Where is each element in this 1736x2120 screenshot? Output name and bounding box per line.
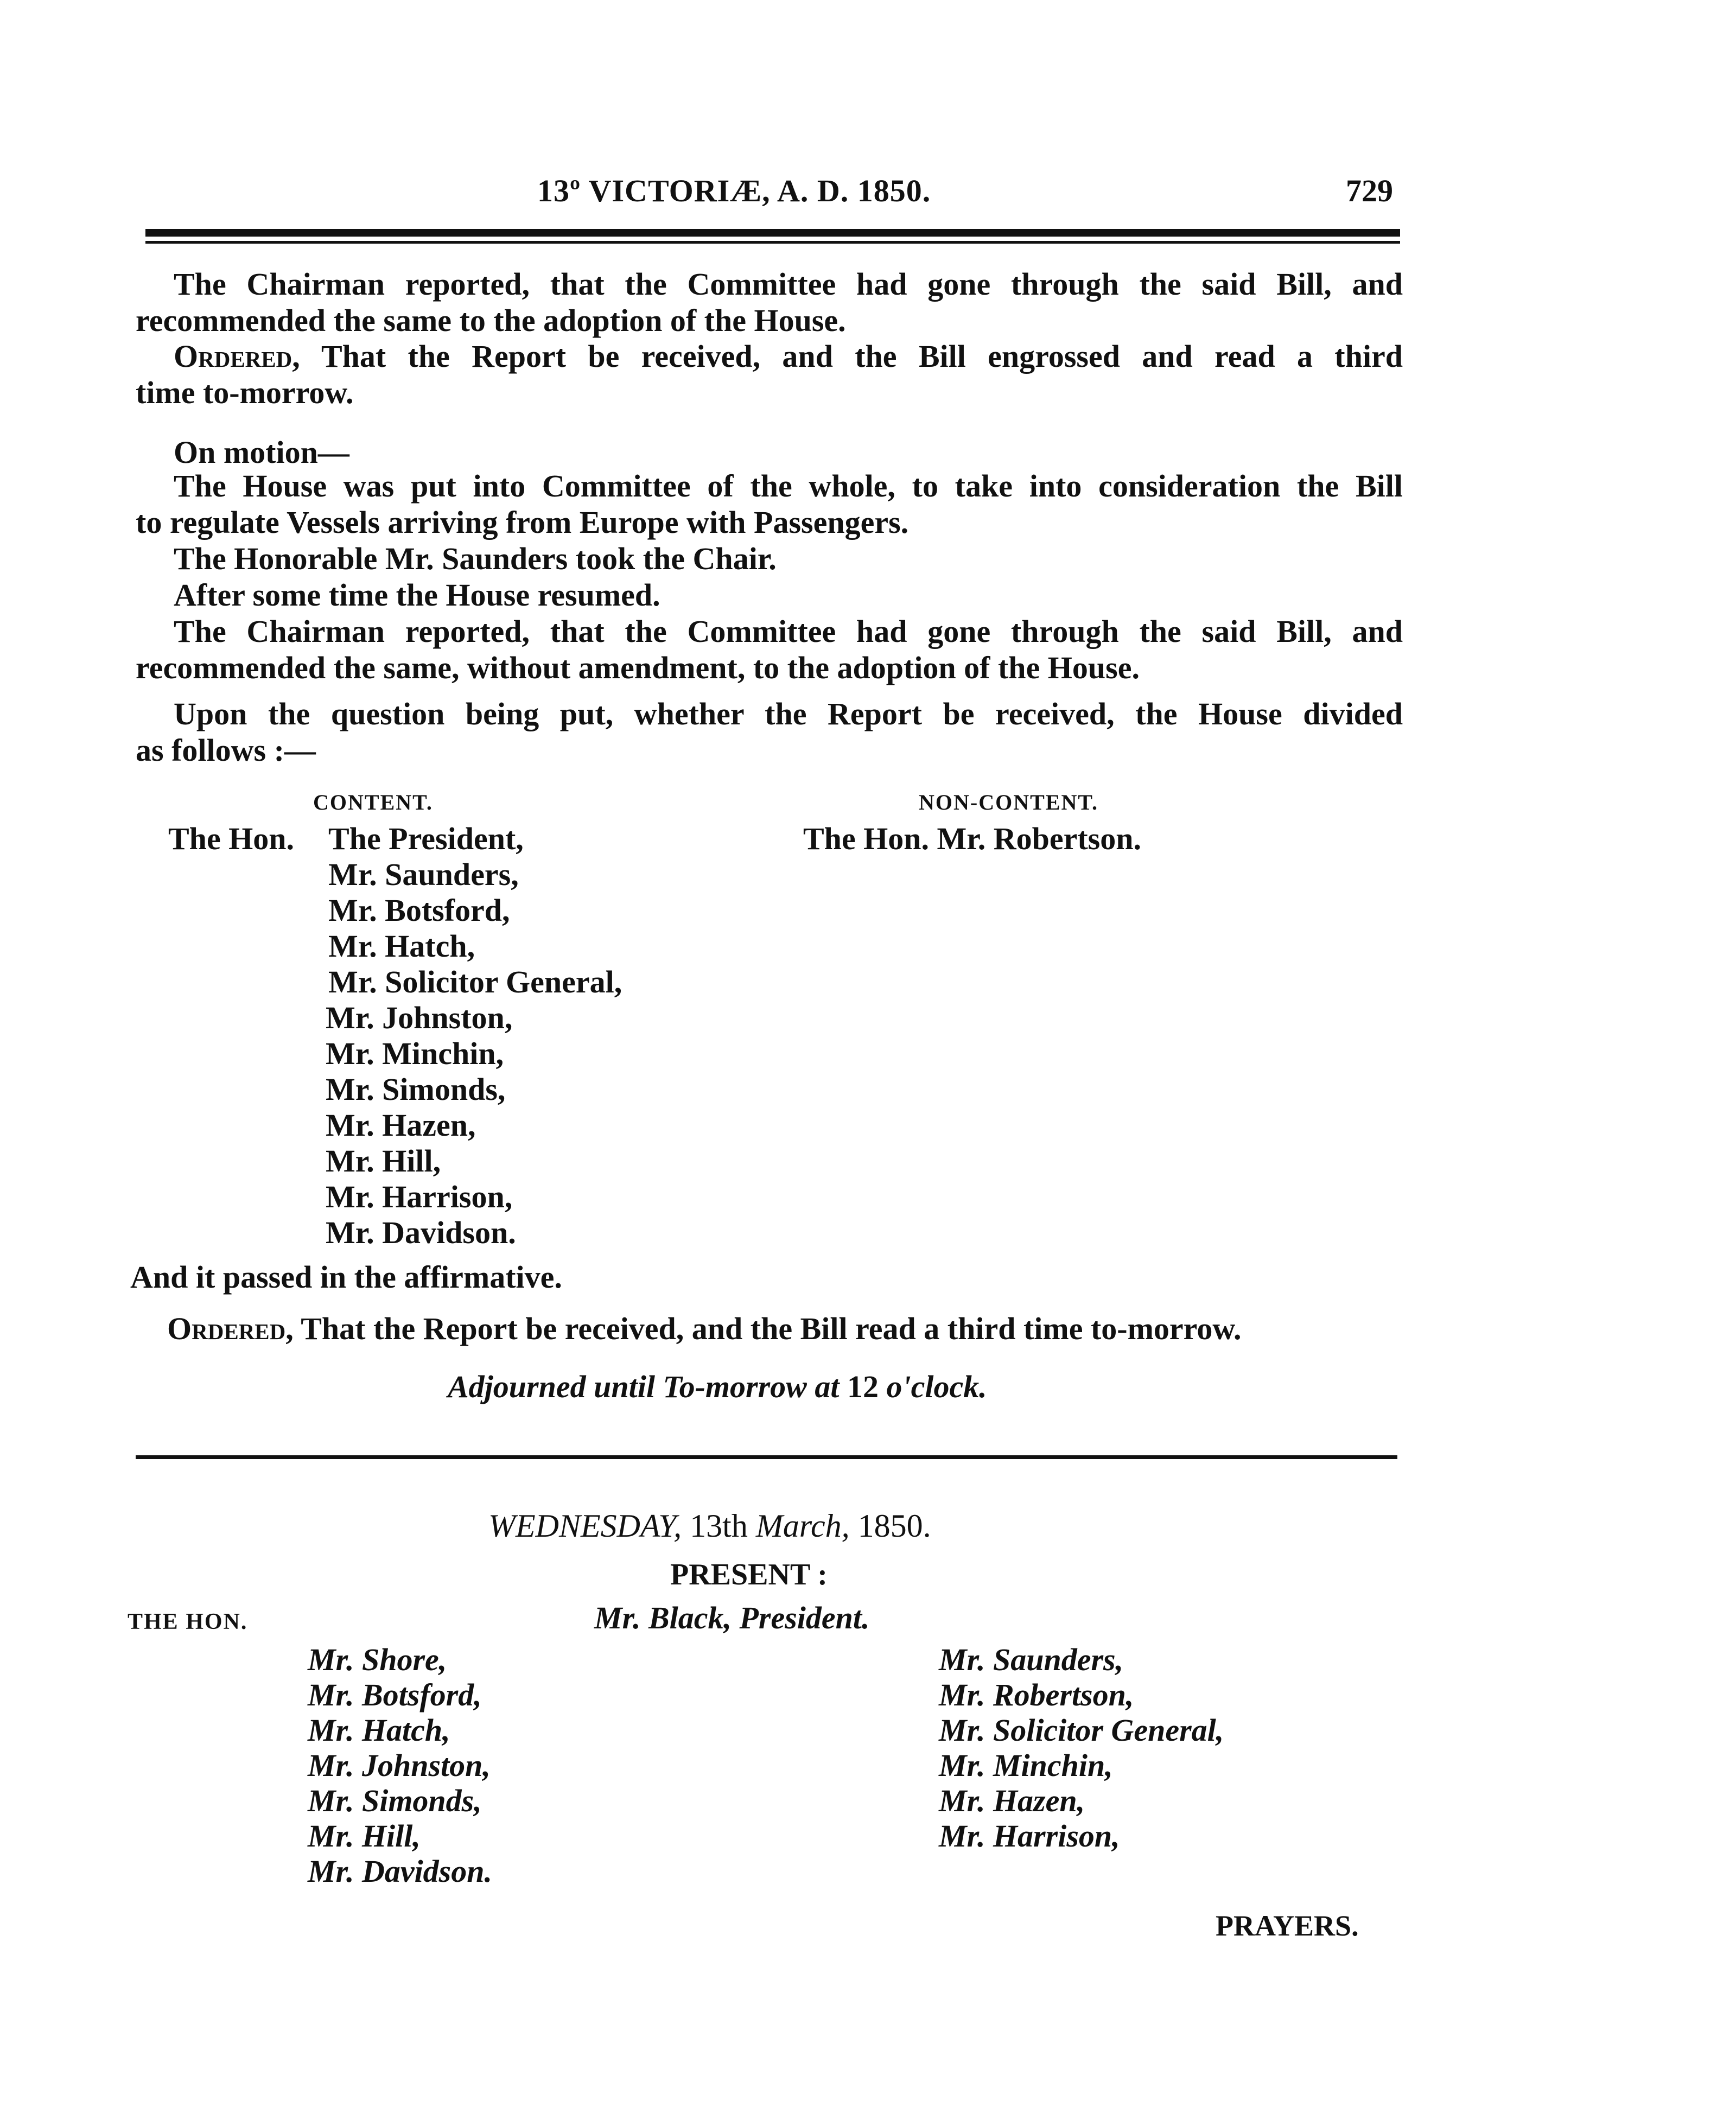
paragraph-chairman-report-2	[136, 613, 1403, 686]
passed-affirmative: And it passed in the affirmative.	[130, 1259, 562, 1295]
attendee-name: Mr. Hazen,	[939, 1783, 1085, 1818]
paragraph-line: The Chairman reported, that the Committee had gone through the said Bill, and	[174, 266, 1403, 302]
paragraph-ordered-1	[136, 338, 1403, 411]
adjourned-end: o'clock.	[886, 1369, 987, 1404]
attendee-name: Mr. Saunders,	[939, 1642, 1124, 1677]
ordered-label: Ordered,	[167, 1311, 294, 1346]
paragraph-line: as follows :—	[136, 733, 316, 768]
section-rule	[136, 1455, 1397, 1459]
attendee-name: Mr. Simonds,	[308, 1783, 482, 1818]
attendee-name: Mr. Hatch,	[308, 1712, 450, 1748]
paragraph-line: Upon the question being put, whether the Report be received, the House divided	[174, 696, 1403, 731]
non-content-name: The Hon. Mr. Robertson.	[803, 821, 1141, 856]
content-name: Mr. Davidson.	[326, 1215, 516, 1250]
content-name: The President,	[328, 821, 524, 856]
attendee-name: Mr. Robertson,	[939, 1677, 1134, 1712]
attendee-name: Mr. Johnston,	[308, 1748, 491, 1783]
non-content-heading: NON-CONTENT.	[919, 790, 1099, 814]
date-num: 13th	[690, 1508, 748, 1544]
header-rule-thin	[145, 241, 1400, 244]
attendee-name: Mr. Davidson.	[308, 1854, 493, 1889]
paragraph-line	[136, 338, 1403, 374]
content-name: Mr. Hazen,	[326, 1107, 476, 1143]
date-month: March,	[755, 1508, 850, 1544]
the-hon-label: THE HON.	[128, 1609, 248, 1634]
paragraph-took-chair: The Honorable Mr. Saunders took the Chair.	[174, 541, 777, 576]
sitting-date	[488, 1507, 931, 1545]
content-name: Mr. Saunders,	[328, 857, 519, 892]
attendee-name: Mr. Shore,	[308, 1642, 447, 1677]
president-name: Mr. Black, President.	[594, 1600, 870, 1635]
paragraph-line: time to-morrow.	[136, 375, 354, 410]
content-name: Mr. Harrison,	[326, 1179, 513, 1214]
ordered-text: That the Report be received, and the Bill engrossed and read a third	[300, 339, 1403, 374]
content-name: Mr. Minchin,	[326, 1036, 504, 1071]
content-name: Mr. Hatch,	[328, 928, 475, 964]
paragraph-chairman-report-1	[136, 266, 1403, 339]
paragraph-committee-whole	[136, 468, 1403, 540]
adjourned-text: Adjourned until To-morrow at	[448, 1369, 840, 1404]
content-name: Mr. Solicitor General,	[328, 964, 622, 999]
attendee-name: Mr. Botsford,	[308, 1677, 482, 1712]
content-prefix: The Hon.	[168, 821, 295, 856]
attendee-name: Mr. Harrison,	[939, 1818, 1120, 1854]
ordered-label: Ordered,	[174, 339, 300, 374]
page-number: 729	[1346, 173, 1393, 208]
header-rule-thick	[145, 229, 1400, 237]
ordered-text: That the Report be received, and the Bill read a third time to-morrow.	[293, 1311, 1242, 1346]
paragraph-line: recommended the same to the adoption of the House.	[136, 303, 846, 338]
content-heading: CONTENT.	[313, 790, 433, 814]
adjourned-line	[448, 1368, 987, 1405]
date-year: 1850.	[857, 1508, 931, 1544]
paragraph-question-put	[136, 696, 1403, 768]
date-day: WEDNESDAY,	[488, 1508, 682, 1544]
attendee-name: Mr. Solicitor General,	[939, 1712, 1224, 1748]
content-name: Mr. Simonds,	[326, 1072, 506, 1107]
paragraph-line: recommended the same, without amendment, to the adoption of the House.	[136, 650, 1140, 685]
present-heading: PRESENT :	[670, 1558, 828, 1591]
paragraph-house-resumed: After some time the House resumed.	[174, 577, 660, 613]
content-name: Mr. Johnston,	[326, 1000, 513, 1035]
adjourned-time: 12	[847, 1369, 879, 1404]
paragraph-line: to regulate Vessels arriving from Europe with Passengers.	[136, 505, 909, 540]
paragraph-line: The Chairman reported, that the Committee had gone through the said Bill, and	[174, 614, 1403, 649]
paragraph-line: The House was put into Committee of the whole, to take into consideration the Bill	[174, 468, 1403, 504]
ordered-third-reading	[167, 1310, 1242, 1347]
content-name: Mr. Botsford,	[328, 893, 510, 928]
on-motion: On motion—	[174, 435, 349, 470]
prayers-heading: PRAYERS.	[1216, 1909, 1359, 1942]
running-header-title: 13º VICTORIÆ, A. D. 1850.	[537, 173, 931, 208]
content-name: Mr. Hill,	[326, 1143, 441, 1179]
attendee-name: Mr. Hill,	[308, 1818, 421, 1854]
attendee-name: Mr. Minchin,	[939, 1748, 1113, 1783]
